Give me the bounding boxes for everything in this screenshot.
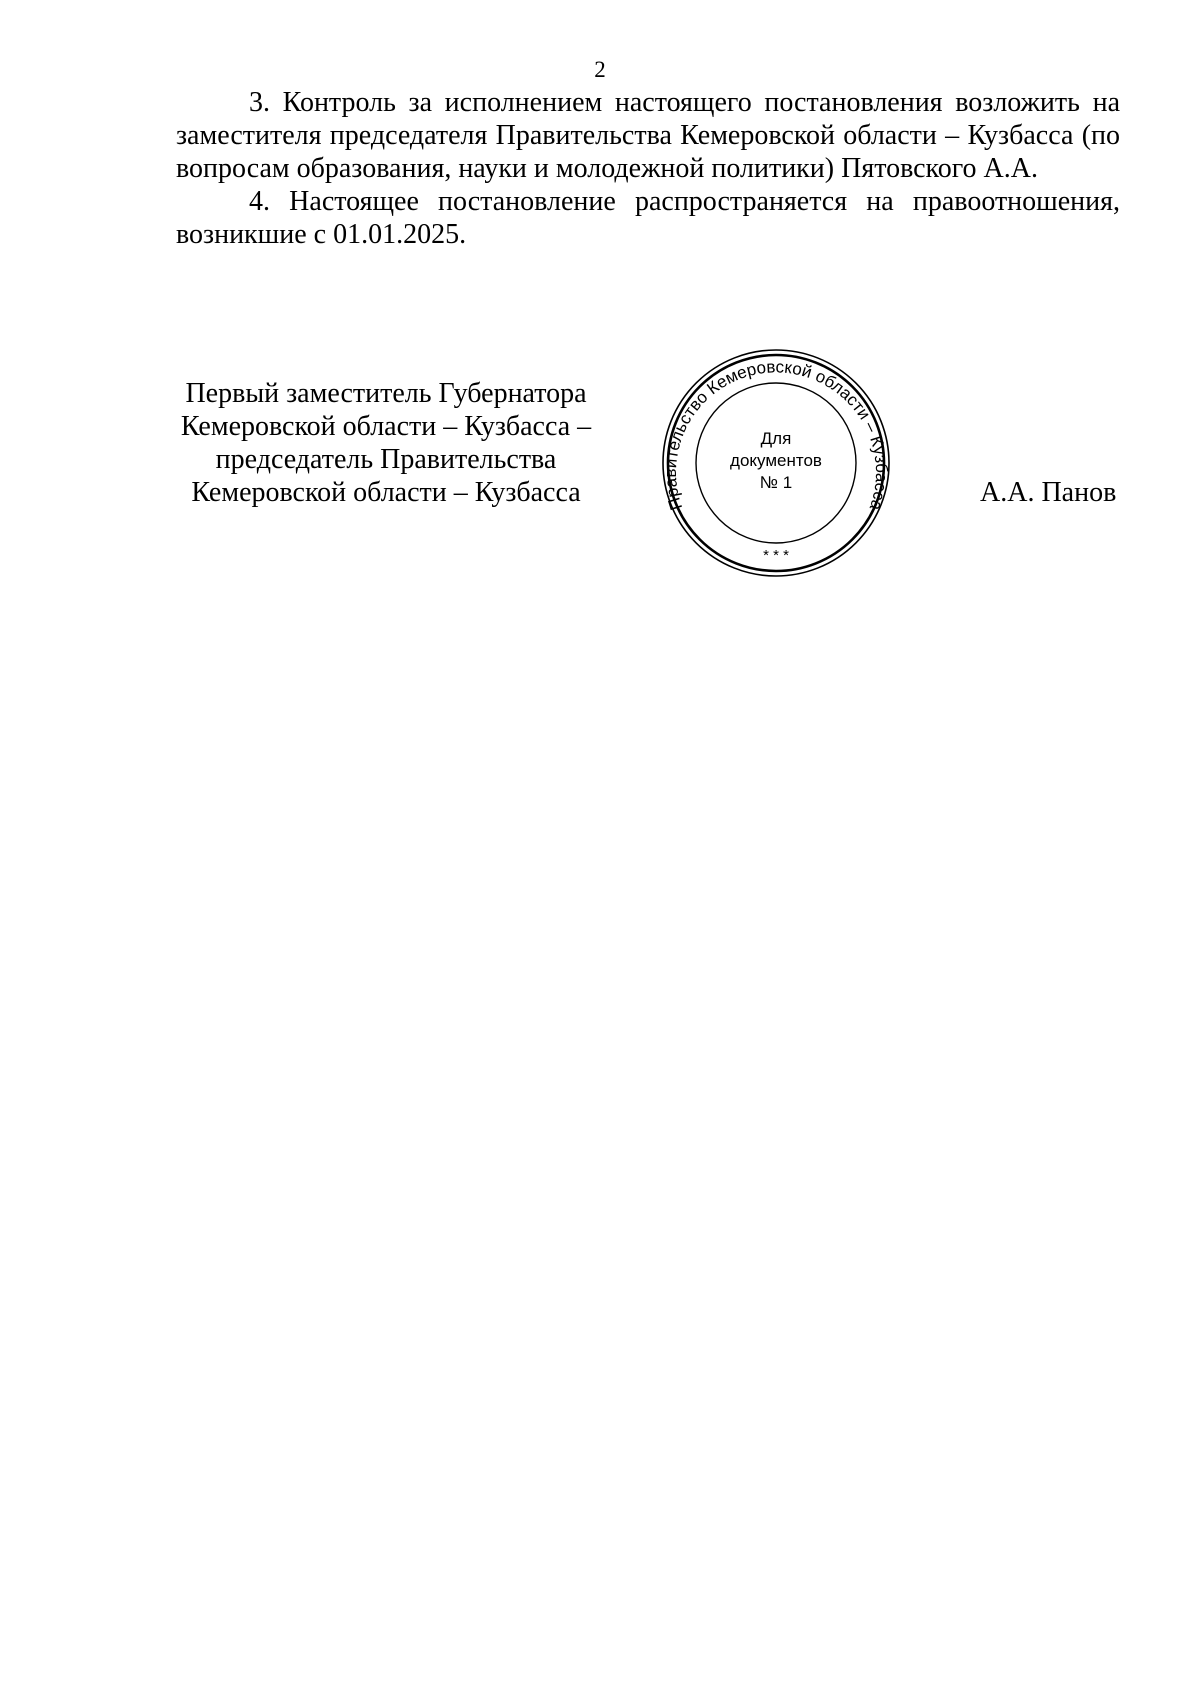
stamp-center-line: документов [730,451,822,470]
position-line: Первый заместитель Губернатора [185,378,587,409]
paragraph-4: 4. Настоящее постановление распространяется на правоотношения, возникшие с 01.01.2025. [176,186,1120,250]
stamp-bottom-mark: * * * [763,547,789,564]
document-body [176,86,1120,251]
position-line: председатель Правительства [215,444,557,475]
paragraph-3: 3. Контроль за исполнением настоящего постановления возложить на заместителя председателя Правительства Кемеровской области – Кузбасса (по вопросам образования, науки и молодежной политики) Пятовского А.А. [176,87,1120,184]
stamp-ring-textpath: Правительство Кемеровской области – Кузбасса [661,357,891,513]
stamp-center-line: Для [760,429,792,448]
position-line: Кемеровской области – Кузбасса [191,477,581,508]
signer-name: А.А. Панов [980,477,1117,508]
signatory-position [170,377,602,509]
page-number: 2 [594,57,606,82]
position-line: Кемеровской области – Кузбасса – [180,411,592,442]
official-stamp [661,348,891,578]
stamp-seal-icon [661,348,891,578]
stamp-center-line: № 1 [759,473,793,492]
